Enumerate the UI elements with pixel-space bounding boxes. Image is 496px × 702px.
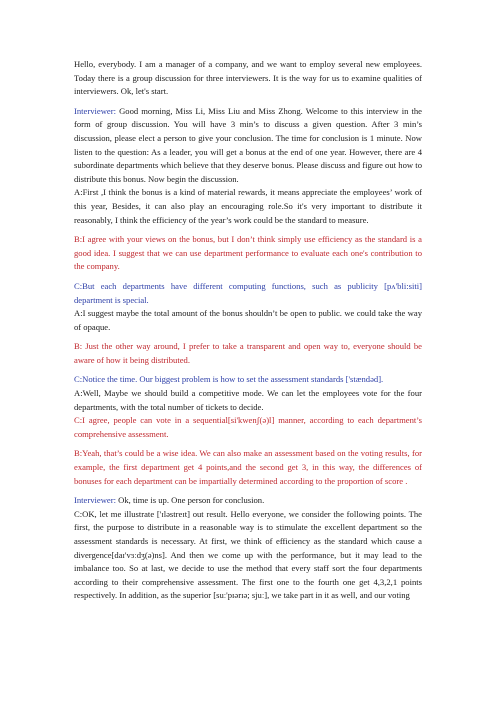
speaker-label: Interviewer: bbox=[74, 105, 116, 116]
a3-paragraph: A:Well, Maybe we should build a competitive mode. We can let the employees vote for the four departments, with the total number of tickets to decide. bbox=[74, 388, 422, 412]
c3-paragraph: C:I agree, people can vote in a sequential[si'kwenʃ(ə)l] manner, according to each department’s comprehensive assessment. bbox=[74, 415, 422, 439]
c2-paragraph: C:Notice the time. Our biggest problem is how to set the assessment standards ['stændəd]. bbox=[74, 374, 384, 385]
b1-paragraph: B:I agree with your views on the bonus, but I don’t think simply use efficiency as the standard is a good idea. I suggest that we can use department performance to evaluate each one's contribution to the company. bbox=[74, 234, 422, 272]
a2-paragraph: A:I suggest maybe the total amount of the bonus shouldn’t be open to public. we could take the way of opaque. bbox=[74, 308, 422, 332]
b3-paragraph: B:Yeah, that’s could be a wise idea. We can also make an assessment based on the voting results, for example, the first department get 4 points,and the second get 3, in this way, the differences of bonuses for each department can be impartially determined according to the proportion of score . bbox=[74, 448, 422, 486]
interviewer-closing-paragraph bbox=[74, 494, 422, 508]
a1-paragraph: A:First ,I think the bonus is a kind of material rewards, it means appreciate the employees’ work of this year, Besides, it can also play an encouraging role.So it's very important to distribute it reasonably, I think the efficiency of the year’s work could be the standard to measure. bbox=[74, 187, 422, 225]
intro-paragraph: Hello, everybody. I am a manager of a company, and we want to employ several new employees. Today there is a group discussion for three interviewers. It is the way for us to examine qualities of interviewers. Ok, let's start. bbox=[74, 59, 422, 97]
speaker-label: Interviewer: bbox=[74, 495, 116, 506]
interviewer-opening-paragraph bbox=[74, 105, 422, 187]
c4-paragraph: C:OK, let me illustrate ['ɪləstreɪt] out result. Hello everyone, we consider the following points. The first, the purpose to distribute in a reasonable way is to stimulate the excellent department so the assessment standards is necessary. At first, we think of efficiency as the standard which cause a divergence[daɪ'vɜːdʒ(ə)ns]. And then we come up with the performance, but it may lead to the imbalance too. So at last, we decide to use the method that every staff sort the four departments according to their comprehensive assessment. The first one to the fourth one get 4,3,2,1 points respectively. In addition, as the superior [suː'pɪərɪə; sjuː], we take part in it as well, and our voting bbox=[74, 508, 422, 601]
c1-paragraph: C:But each departments have different computing functions, such as publicity [pʌ'bli:siti] department is special. bbox=[74, 280, 422, 305]
interviewer-closing-text: Ok, time is up. One person for conclusion. bbox=[116, 495, 265, 506]
interviewer-opening-text: Good morning, Miss Li, Miss Liu and Miss Zhong. Welcome to this interview in the form of group discussion. You will have 3 min’s to discuss a given question. After 3 min’s discussion, please elect a person to give your conclusion. The time for conclusion is 1 minute. Now listen to the question: As a leader, you will get a bonus at the end of one year. However, there are 4 subordinate departments which believe that they deserve bonus. Please discuss and figure out how to distribute this bonus. Now begin the discussion. bbox=[74, 105, 422, 184]
b2-paragraph: B: Just the other way around, I prefer to take a transparent and open way to, everyone should be aware of how it being distributed. bbox=[74, 341, 422, 365]
